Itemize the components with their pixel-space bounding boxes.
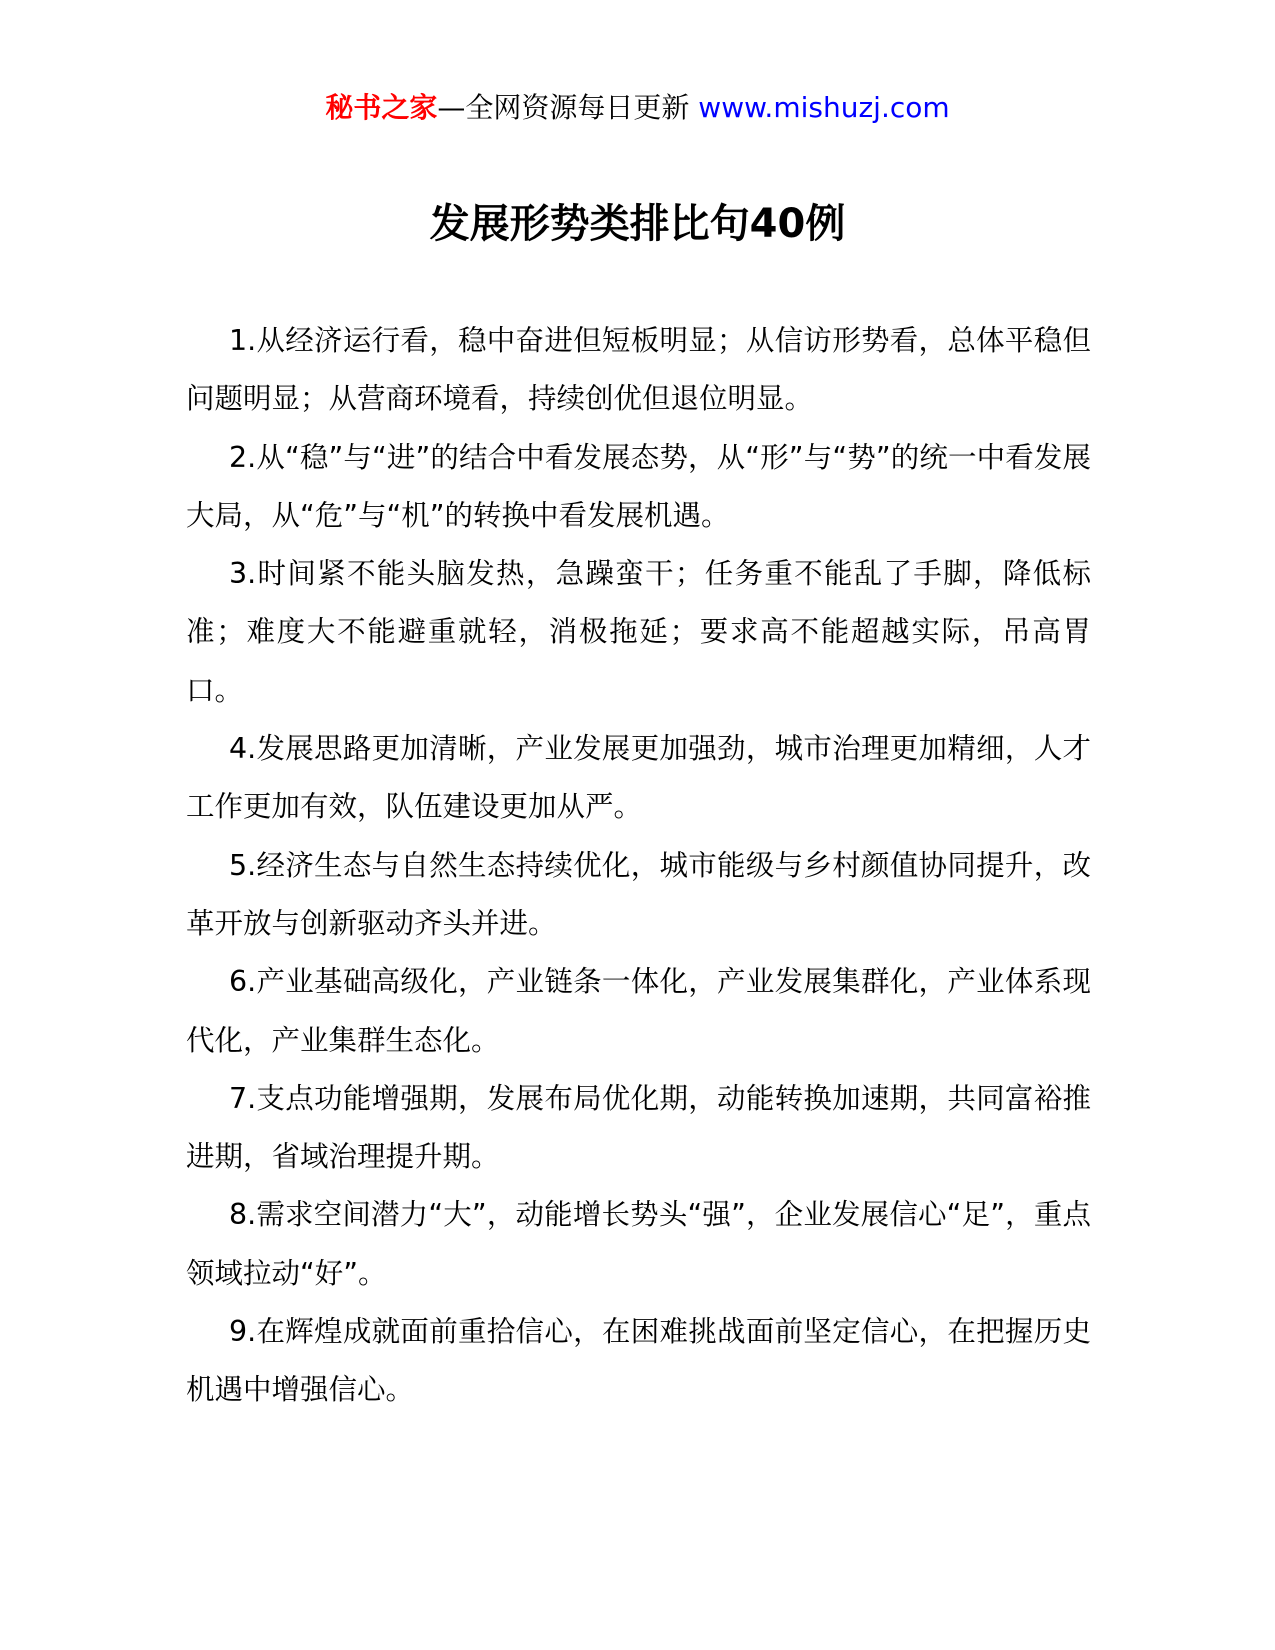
paragraph-3: 3.时间紧不能头脑发热，急躁蛮干；任务重不能乱了手脚，降低标准；难度大不能避重就轻，消极拖延；要求高不能超越实际，吊高胃口。 (186, 557, 1091, 707)
paragraph-1: 1.从经济运行看，稳中奋进但短板明显；从信访形势看，总体平稳但问题明显；从营商环境看，持续创优但退位明显。 (186, 324, 1091, 416)
paragraph-5: 5.经济生态与自然生态持续优化，城市能级与乡村颜值协同提升，改革开放与创新驱动齐头并进。 (186, 848, 1091, 940)
paragraph-4: 4.发展思路更加清晰，产业发展更加强劲，城市治理更加精细，人才工作更加有效，队伍建设更加从严。 (186, 732, 1091, 824)
document-body (186, 312, 1091, 1420)
site-header (0, 88, 1275, 128)
paragraph-2: 2.从“稳”与“进”的结合中看发展态势，从“形”与“势”的统一中看发展大局，从“危”与“机”的转换中看发展机遇。 (186, 440, 1091, 532)
document-title: 发展形势类排比句40例 (429, 201, 846, 247)
brand-name: 秘书之家 (325, 91, 438, 124)
paragraph-8: 8.需求空间潜力“大”，动能增长势头“强”，企业发展信心“足”，重点领域拉动“好”。 (186, 1198, 1091, 1290)
site-slogan: —全网资源每日更新 (437, 91, 690, 124)
paragraph-7: 7.支点功能增强期，发展布局优化期，动能转换加速期，共同富裕推进期，省域治理提升期。 (186, 1081, 1091, 1174)
paragraph-6: 6.产业基础高级化，产业链条一体化，产业发展集群化，产业体系现代化，产业集群生态化。 (186, 965, 1091, 1057)
site-url-link[interactable]: www.mishuzj.com (698, 91, 950, 124)
paragraph-9: 9.在辉煌成就面前重拾信心，在困难挑战面前坚定信心，在把握历史机遇中增强信心。 (186, 1315, 1091, 1407)
